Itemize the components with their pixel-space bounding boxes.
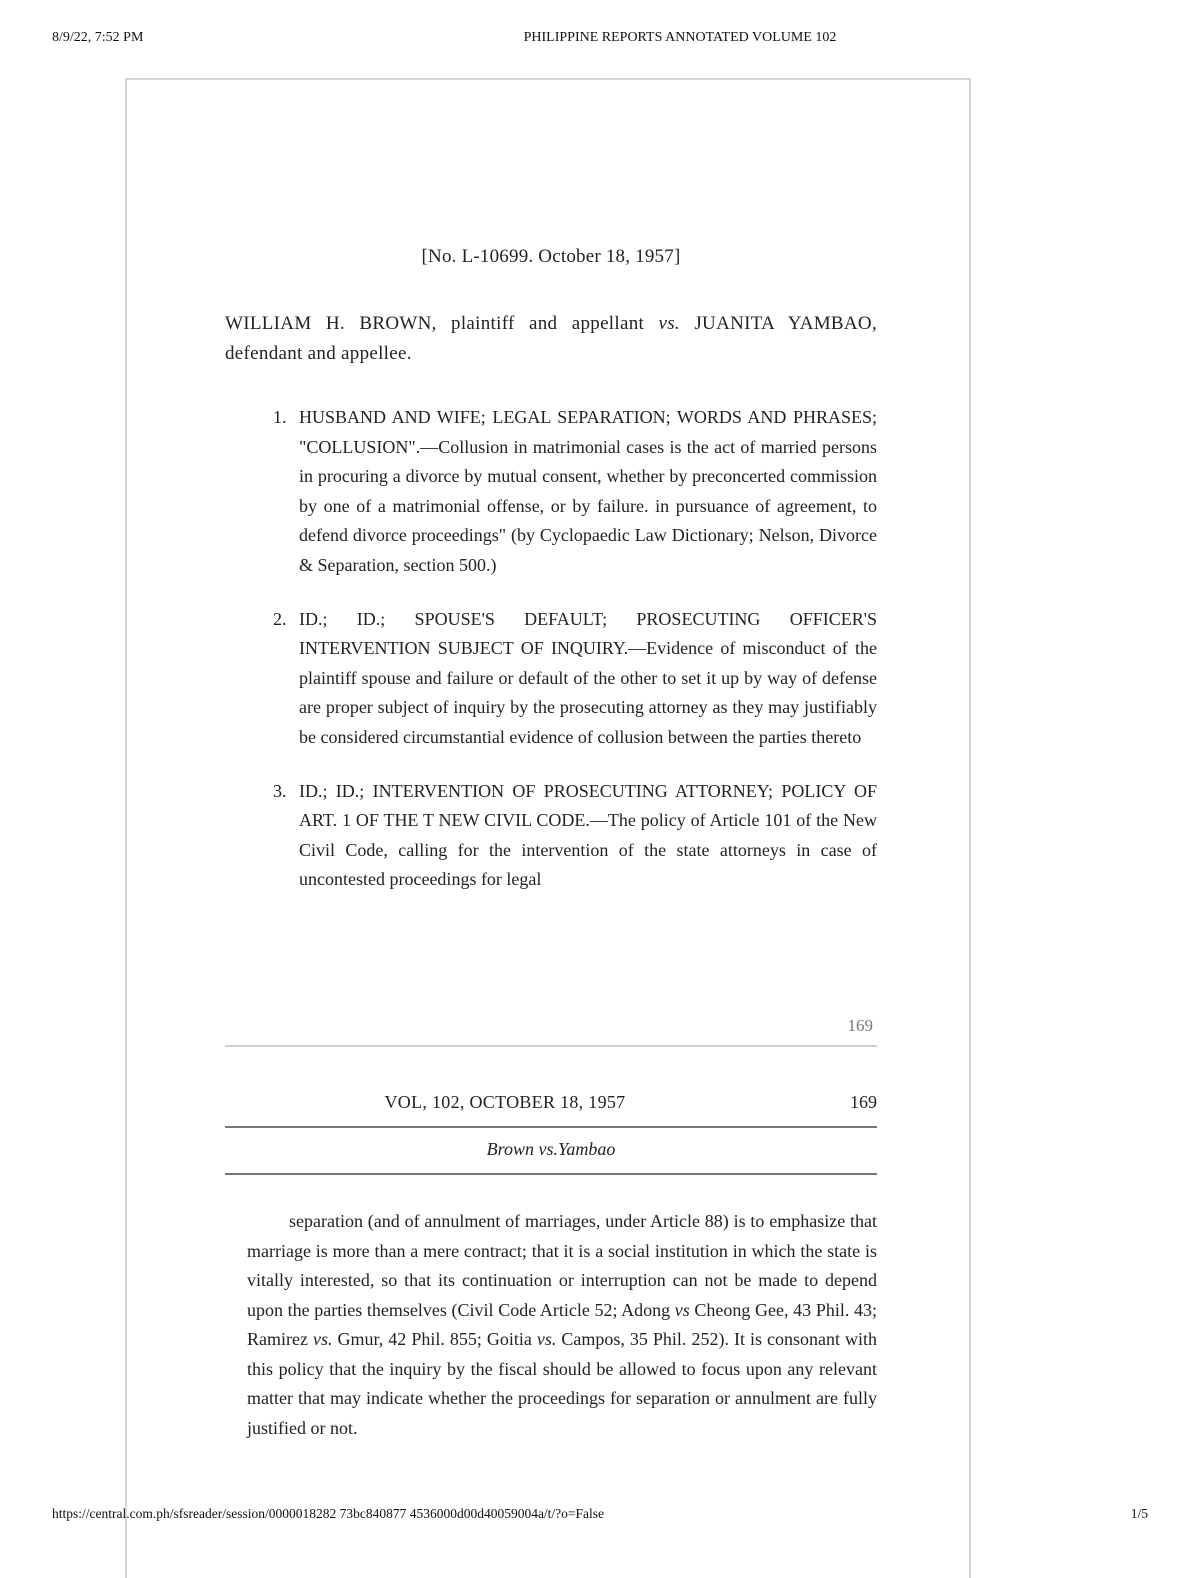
versus-italic: vs. xyxy=(536,1329,557,1349)
case-short-title: Brown vs.Yambao xyxy=(486,1139,616,1159)
syllabus-list xyxy=(273,403,877,919)
body-paragraph xyxy=(247,1207,877,1443)
print-datetime: 8/9/22, 7:52 PM xyxy=(52,30,144,45)
running-head-rule-lower xyxy=(225,1173,877,1175)
print-header xyxy=(0,30,1200,50)
syllabus-item xyxy=(273,777,877,895)
body-text-segment: separation (and of annulment of marriages, under Article 88) is to emphasize that marriage is more than a mere contract; that it is a social institution in which the state is vitally interested, so that its continuation or interruption can not be made to depend upon the parties themselves (Civil Code Article 52; Adong xyxy=(247,1211,877,1320)
print-footer xyxy=(0,1506,1200,1526)
party-plaintiff: WILLIAM H. BROWN, plaintiff and appellant xyxy=(225,313,659,334)
running-head xyxy=(225,1092,877,1118)
print-title: PHILIPPINE REPORTS ANNOTATED VOLUME 102 xyxy=(523,30,837,45)
syllabus-number: 3. xyxy=(273,780,287,801)
syllabus-text: ID.; ID.; SPOUSE'S DEFAULT; PROSECUTING OFFICER'S INTERVENTION SUBJECT OF INQUIRY.—Evidence of misconduct of the plaintiff spouse and failure or default of the other to set it up by way of defense are proper subject of inquiry by the prosecuting attorney as they may justifiably be considered circumstantial evidence of collusion between the parties thereto xyxy=(299,608,877,747)
syllabus-item xyxy=(273,403,877,581)
body-text-segment: Cheong Gee, 43 Phil. 43; Ramirez xyxy=(247,1299,877,1349)
page-divider xyxy=(225,1045,877,1047)
body-text-segment: Campos, 35 Phil. 252). It is consonant with this policy that the inquiry by the fiscal should be allowed to focus upon any relevant matter that may indicate whether the proceedings for separation or annulment are fully justified or not. xyxy=(247,1329,877,1438)
versus-label: vs. xyxy=(658,313,680,334)
party-defendant: JUANITA YAMBAO, defendant and appellee. xyxy=(225,313,877,364)
case-number-date: [No. L-10699. October 18, 1957] xyxy=(421,246,681,267)
page-number: 169 xyxy=(847,1016,873,1035)
running-head-page: 169 xyxy=(850,1092,877,1112)
case-parties xyxy=(225,309,877,369)
syllabus-item xyxy=(273,605,877,753)
document-page xyxy=(125,78,971,1578)
syllabus-text: ID.; ID.; INTERVENTION OF PROSECUTING ATTORNEY; POLICY OF ART. 1 OF THE T NEW CIVIL CODE.—The policy of Article 101 of the New Civil Code, calling for the intervention of the state attorneys in case of uncontested proceedings for legal xyxy=(299,780,877,890)
print-page-count: 1/5 xyxy=(1130,1506,1148,1521)
syllabus-text: HUSBAND AND WIFE; LEGAL SEPARATION; WORDS AND PHRASES; "COLLUSION".—Collusion in matrimonial cases is the act of married persons in procuring a divorce by mutual consent, whether by preconcerted commission by one of a matrimonial offense, or by failure. in pursuance of agreement, to defend divorce proceedings" (by Cyclopaedic Law Dictionary; Nelson, Divorce & Separation, section 500.) xyxy=(299,407,877,575)
running-head-rule xyxy=(225,1126,877,1128)
syllabus-number: 2. xyxy=(273,608,287,629)
print-url: https://central.com.ph/sfsreader/session/0000018282 73bc840877 4536000d00d40059004a/t/?o=False xyxy=(52,1506,605,1521)
syllabus-number: 1. xyxy=(273,407,287,427)
body-text-segment: Gmur, 42 Phil. 855; Goitia xyxy=(332,1329,537,1349)
versus-italic: vs. xyxy=(313,1329,333,1349)
running-head-title: VOL, 102, OCTOBER 18, 1957 xyxy=(384,1092,626,1112)
versus-italic: vs xyxy=(674,1299,690,1320)
